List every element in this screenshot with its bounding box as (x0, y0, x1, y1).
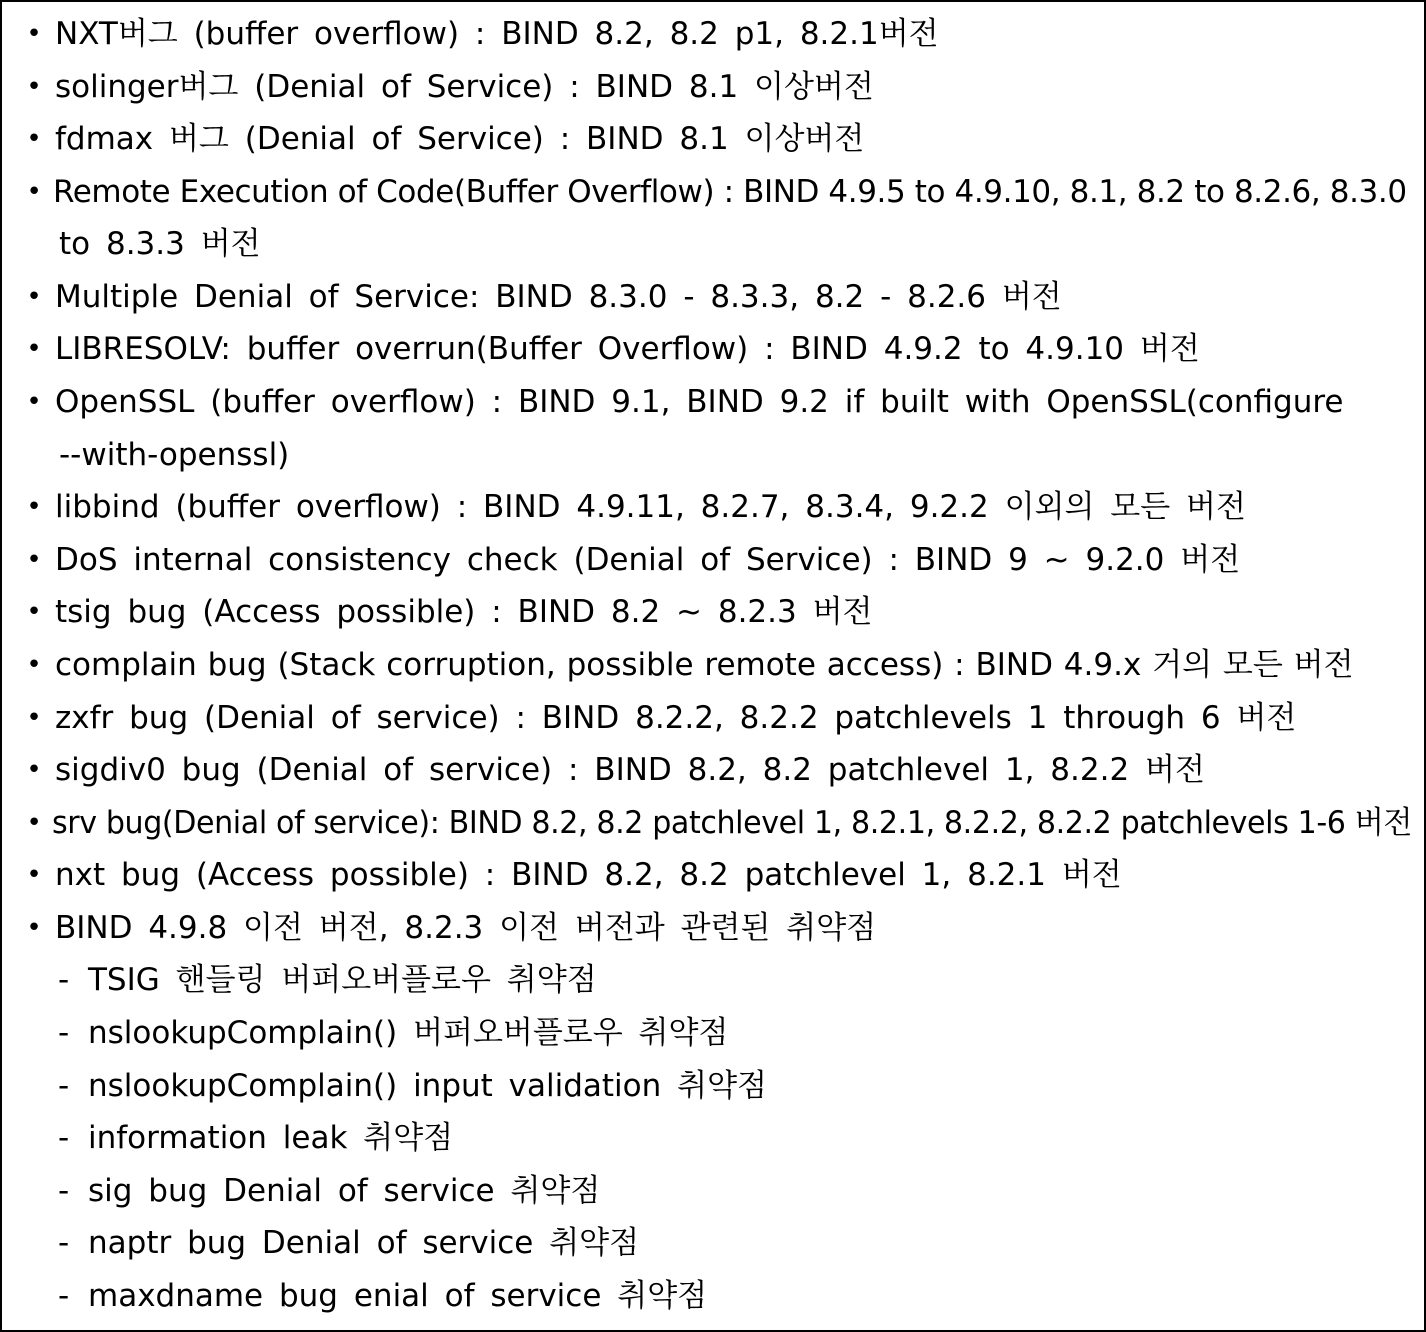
bullet: • (26, 124, 42, 154)
dash: - (58, 1173, 70, 1209)
list-item-text: tsig bug (Access possible) : BIND 8.2 ~ 8.2.3 버전 (55, 594, 873, 630)
list-item-text: zxfr bug (Denial of service) : BIND 8.2.2, 8.2.2 patchlevels 1 through 6 버전 (55, 700, 1297, 736)
dash: - (58, 1120, 70, 1156)
bullet: • (26, 19, 42, 49)
dash: - (58, 962, 70, 998)
dash: - (58, 1225, 70, 1261)
dash: - (58, 1015, 70, 1051)
bullet: • (26, 177, 42, 207)
list-item-text: fdmax 버그 (Denial of Service) : BIND 8.1 이상버전 (55, 121, 865, 157)
dash: - (58, 1068, 70, 1104)
bullet: • (26, 755, 42, 785)
list-item-text: BIND 4.9.8 이전 버전, 8.2.3 이전 버전과 관련된 취약점 (55, 910, 877, 946)
list-item-text: solinger버그 (Denial of Service) : BIND 8.1 이상버전 (55, 69, 874, 105)
list-item-text: complain bug (Stack corruption, possible remote access) : BIND 4.9.x 거의 모든 버전 (55, 647, 1354, 683)
bullet: • (26, 860, 42, 890)
bullet: • (26, 913, 42, 943)
list-item-text: nxt bug (Access possible) : BIND 8.2, 8.2 patchlevel 1, 8.2.1 버전 (55, 857, 1122, 893)
sub-list-item-text: sig bug Denial of service 취약점 (88, 1173, 601, 1209)
list-item-text: libbind (buffer overflow) : BIND 4.9.11, 8.2.7, 8.3.4, 9.2.2 이외의 모든 버전 (55, 489, 1246, 525)
list-item-text: Remote Execution of Code(Buffer Overflow) : BIND 4.9.5 to 4.9.10, 8.1, 8.2 to 8.2.6, 8.3.0 (53, 174, 1407, 210)
sub-list-item-text: nslookupComplain() 버퍼오버플로우 취약점 (88, 1015, 729, 1051)
bullet: • (26, 650, 42, 680)
bullet: • (26, 334, 42, 364)
list-item-text: sigdiv0 bug (Denial of service) : BIND 8.2, 8.2 patchlevel 1, 8.2.2 버전 (55, 752, 1205, 788)
list-item-text: OpenSSL (buffer overflow) : BIND 9.1, BIND 9.2 if built with OpenSSL(configure (55, 384, 1344, 420)
list-item-text: LIBRESOLV: buffer overrun(Buffer Overflow) : BIND 4.9.2 to 4.9.10 버전 (55, 331, 1200, 367)
list-item-text: NXT버그 (buffer overflow) : BIND 8.2, 8.2 p1, 8.2.1버전 (55, 16, 939, 52)
bullet: • (26, 492, 42, 522)
bullet: • (26, 72, 42, 102)
bullet: • (26, 282, 42, 312)
bullet: • (26, 597, 42, 627)
sub-list-item-text: TSIG 핸들링 버퍼오버플로우 취약점 (88, 962, 597, 998)
sub-list-item-text: maxdname bug enial of service 취약점 (88, 1278, 708, 1314)
list-item-text: srv bug(Denial of service): BIND 8.2, 8.2 patchlevel 1, 8.2.1, 8.2.2, 8.2.2 patchlevels 1-6 버전 (52, 805, 1413, 841)
list-item-text: DoS internal consistency check (Denial of Service) : BIND 9 ~ 9.2.0 버전 (55, 542, 1241, 578)
list-item-text: Multiple Denial of Service: BIND 8.3.0 - 8.3.3, 8.2 - 8.2.6 버전 (55, 279, 1062, 315)
sub-list-item-text: naptr bug Denial of service 취약점 (88, 1225, 640, 1261)
bullet: • (26, 387, 42, 417)
list-item-continuation-text: --with-openssl) (59, 437, 290, 473)
bullet: • (26, 703, 42, 733)
dash: - (58, 1278, 70, 1314)
list-item-continuation-text: to 8.3.3 버전 (59, 226, 261, 262)
sub-list-item-text: information leak 취약점 (88, 1120, 454, 1156)
bullet: • (26, 808, 42, 838)
bullet: • (26, 545, 42, 575)
sub-list-item-text: nslookupComplain() input validation 취약점 (88, 1068, 767, 1104)
